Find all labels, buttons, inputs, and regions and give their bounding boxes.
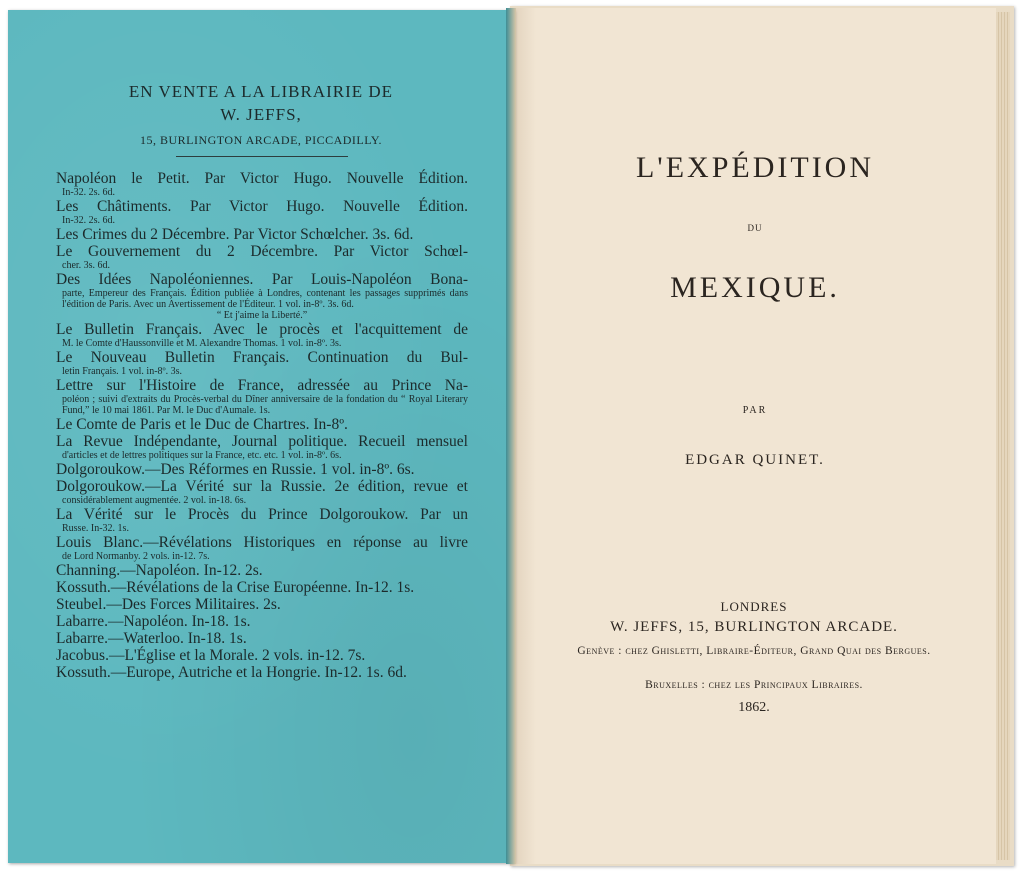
catalog-entry-title: Dolgoroukow.—Des Réformes en Russie. 1 vol. in-8º. 6s.: [56, 461, 415, 478]
catalog-entry-title: Le Bulletin Français. Avec le procès et l'acquittement de: [56, 321, 468, 338]
title-line-1: L'EXPÉDITION: [635, 151, 875, 184]
header-rule: [176, 156, 348, 157]
catalog-entry: [56, 271, 468, 321]
catalog-entry-detail: cher. 3s. 6d.: [62, 260, 111, 271]
catalog-entry-title: La Vérité sur le Procès du Prince Dolgoroukow. Par un: [56, 506, 468, 523]
catalog-entry: [56, 461, 468, 478]
catalog-entry-title: Labarre.—Waterloo. In-18. 1s.: [56, 630, 247, 647]
catalog-entry-title: Les Crimes du 2 Décembre. Par Victor Schœlcher. 3s. 6d.: [56, 226, 414, 243]
catalog-entry: [56, 198, 468, 226]
catalog-entry: [56, 596, 468, 613]
catalog-entry-detail: letin Français. 1 vol. in-8º. 3s.: [62, 366, 183, 377]
catalog-entry-detail: parte, Empereur des Français. Édition publiée à Londres, contenant les passages supprimés dans l'édition de Paris. Avec un Avertissement de l'Éditeur. 1 vol. in-8º. 3s. 6d.: [62, 288, 468, 310]
catalog-entry: [56, 416, 468, 433]
catalog-entry: [56, 349, 468, 377]
imprint-bruxelles: Bruxelles : chez les Principaux Libraires.: [645, 679, 863, 691]
catalog-entry-title: Jacobus.—L'Église et la Morale. 2 vols. in-12. 7s.: [56, 647, 366, 664]
catalog-entry: [56, 321, 468, 349]
catalog-entry: [56, 433, 468, 461]
catalog-list: [56, 170, 468, 681]
catalog-entry-title: La Revue Indépendante, Journal politique. Recueil mensuel: [56, 433, 468, 450]
catalog-entry: [56, 613, 468, 630]
imprint-publisher: W. JEFFS, 15, BURLINGTON ARCADE.: [610, 619, 898, 635]
author-name: EDGAR QUINET.: [685, 452, 825, 468]
catalog-entry-title: Channing.—Napoléon. In-12. 2s.: [56, 562, 263, 579]
catalog-entry-detail: Russe. In-32. 1s.: [62, 523, 129, 534]
catalog-entry-detail: In-32. 2s. 6d.: [62, 187, 116, 198]
catalog-entry-title: Louis Blanc.—Révélations Historiques en réponse au livre: [56, 534, 468, 551]
catalog-entry: [56, 170, 468, 198]
advertisement-page: [8, 10, 514, 863]
catalog-entry: [56, 630, 468, 647]
catalog-entry: [56, 562, 468, 579]
catalog-entry-detail: M. le Comte d'Haussonville et M. Alexandre Thomas. 1 vol. in-8º. 3s.: [62, 338, 342, 349]
catalog-entry-title: Le Comte de Paris et le Duc de Chartres. In-8º.: [56, 416, 348, 433]
ad-header-line-3: 15, BURLINGTON ARCADE, PICCADILLY.: [139, 133, 383, 147]
catalog-entry: [56, 226, 468, 243]
page-edges: [996, 12, 1010, 860]
catalog-entry-title: Steubel.—Des Forces Militaires. 2s.: [56, 596, 281, 613]
catalog-entry-title: Napoléon le Petit. Par Victor Hugo. Nouvelle Édition.: [56, 170, 468, 187]
catalog-entry-detail: In-32. 2s. 6d.: [62, 215, 116, 226]
catalog-entry-title: Des Idées Napoléoniennes. Par Louis-Napoléon Bona-: [56, 271, 468, 288]
catalog-entry-title: Lettre sur l'Histoire de France, adressée au Prince Na-: [56, 377, 468, 394]
title-line-2: DU: [747, 223, 763, 233]
catalog-entry-title: Le Gouvernement du 2 Décembre. Par Victor Schœl-: [56, 243, 468, 260]
book-spine: [506, 8, 516, 864]
catalog-entry: [56, 664, 468, 681]
catalog-entry-title: Kossuth.—Europe, Autriche et la Hongrie. In-12. 1s. 6d.: [56, 664, 407, 681]
imprint-year: 1862.: [738, 700, 770, 715]
catalog-entry-title: Kossuth.—Révélations de la Crise Européenne. In-12. 1s.: [56, 579, 415, 596]
title-page: [514, 8, 996, 864]
catalog-entry-motto: “ Et j'aime la Liberté.”: [216, 310, 308, 321]
catalog-entry: [56, 377, 468, 416]
title-line-3: MEXIQUE.: [670, 271, 840, 304]
imprint-geneve: Genève : chez Ghisletti, Libraire-Éditeur, Grand Quai des Bergues.: [577, 645, 931, 657]
catalog-entry-title: Labarre.—Napoléon. In-18. 1s.: [56, 613, 251, 630]
ad-header-line-2: W. JEFFS,: [220, 105, 302, 124]
catalog-entry: [56, 647, 468, 664]
catalog-entry: [56, 534, 468, 562]
catalog-entry-detail: de Lord Normanby. 2 vols. in-12. 7s.: [62, 551, 210, 562]
catalog-entry-title: Les Châtiments. Par Victor Hugo. Nouvelle Édition.: [56, 198, 468, 215]
catalog-entry-detail: poléon ; suivi d'extraits du Procès-verbal du Dîner anniversaire de la fondation du “ Royal Literary Fund,” le 10 mai 1861. Par M. le Duc d'Aumale. 1s.: [62, 394, 468, 416]
catalog-entry-detail: d'articles et de lettres politiques sur la France, etc. etc. 1 vol. in-8º. 6s.: [62, 450, 342, 461]
imprint-city: LONDRES: [720, 599, 788, 614]
ad-header-line-1: EN VENTE A LA LIBRAIRIE DE: [128, 82, 394, 101]
catalog-entry: [56, 506, 468, 534]
catalog-entry: [56, 579, 468, 596]
catalog-entry-detail: considérablement augmentée. 2 vol. in-18. 6s.: [62, 495, 247, 506]
catalog-entry: [56, 478, 468, 506]
par-label: PAR: [742, 405, 768, 416]
catalog-entry-title: Le Nouveau Bulletin Français. Continuation du Bul-: [56, 349, 468, 366]
catalog-entry-title: Dolgoroukow.—La Vérité sur la Russie. 2e édition, revue et: [56, 478, 468, 495]
catalog-entry: [56, 243, 468, 271]
